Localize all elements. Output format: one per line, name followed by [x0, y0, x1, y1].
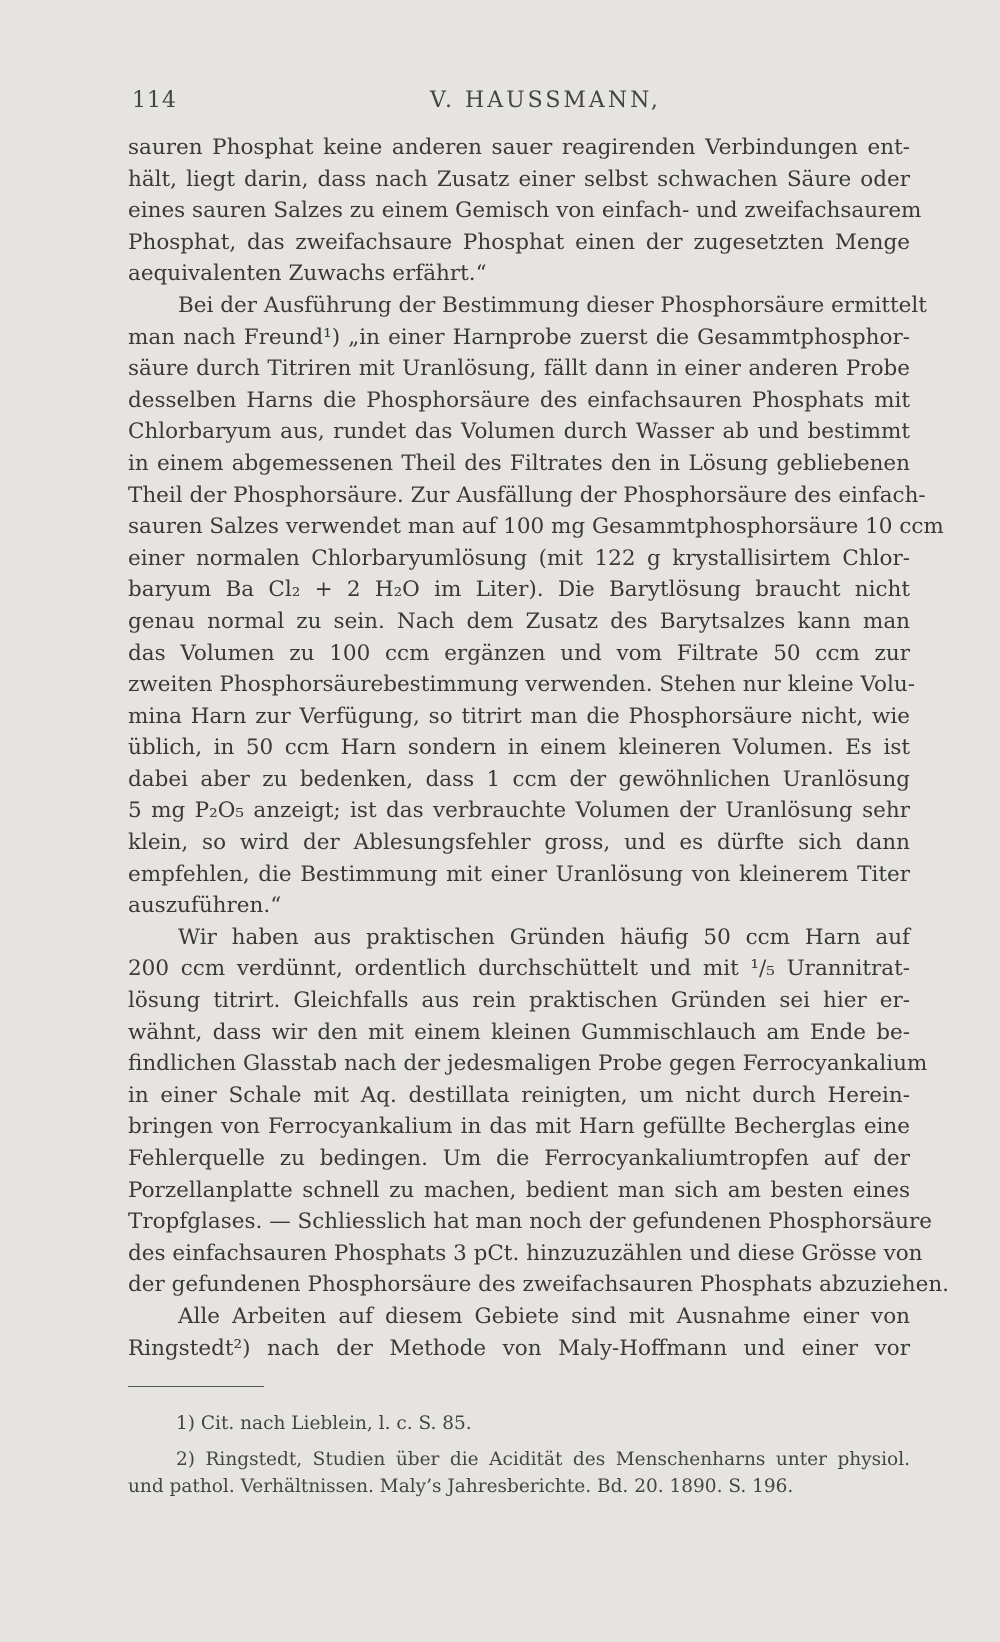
text-line: Fehlerquelle zu bedingen. Um die Ferrocyankaliumtropfen auf der — [128, 1146, 910, 1171]
footnote-2 — [128, 1446, 910, 1500]
text-line: auszuführen.“ — [128, 893, 282, 919]
text-line: klein, so wird der Ablesungsfehler gross, und es dürfte sich dann — [128, 830, 910, 856]
text-line: Tropfglases. — Schliesslich hat man noch der gefundenen Phosphorsäure — [128, 1209, 933, 1235]
text-line: aequivalenten Zuwachs erfährt.“ — [128, 261, 487, 287]
text-line: wähnt, dass wir den mit einem kleinen Gummischlauch am Ende be- — [128, 1019, 910, 1045]
text-line: 200 ccm verdünnt, ordentlich durchschüttelt und mit ¹/₅ Urannitrat- — [128, 956, 910, 982]
text-line: in einer Schale mit Aq. destillata reinigten, um nicht durch Herein- — [128, 1082, 910, 1108]
page-number: 114 — [132, 88, 177, 113]
text-line: findlichen Glasstab nach der jedesmaligen Probe gegen Ferrocyankalium — [128, 1051, 928, 1077]
text-line: zweiten Phosphorsäurebestimmung verwenden. Stehen nur kleine Volu- — [128, 672, 915, 698]
text-line: man nach Freund¹) „in einer Harnprobe zuerst die Gesammtphosphor- — [128, 324, 910, 350]
text-line: desselben Harns die Phosphorsäure des einfachsauren Phosphats mit — [128, 387, 910, 413]
text-line: üblich, in 50 ccm Harn sondern in einem kleineren Volumen. Es ist — [128, 735, 910, 761]
text-line: dabei aber zu bedenken, dass 1 ccm der gewöhnlichen Uranlösung — [128, 766, 910, 792]
text-line: baryum Ba Cl₂ + 2 H₂O im Liter). Die Barytlösung braucht nicht — [128, 577, 910, 603]
text-line: Alle Arbeiten auf diesem Gebiete sind mit Ausnahme einer von — [178, 1303, 910, 1329]
text-line: 5 mg P₂O₅ anzeigt; ist das verbrauchte Volumen der Uranlösung sehr — [128, 798, 910, 824]
text-line: Phosphat, das zweifachsaure Phosphat einen der zugesetzten Menge — [128, 229, 910, 255]
footnote-separator — [128, 1386, 264, 1387]
text-line: lösung titrirt. Gleichfalls aus rein praktischen Gründen sei hier er- — [128, 988, 910, 1014]
text-line: sauren Phosphat keine anderen sauer reagirenden Verbindungen ent- — [128, 135, 910, 160]
text-line: sauren Salzes verwendet man auf 100 mg Gesammtphosphorsäure 10 ccm — [128, 514, 944, 540]
text-line: der gefundenen Phosphorsäure des zweifachsauren Phosphats abzuziehen. — [128, 1272, 950, 1298]
text-line: bringen von Ferrocyankalium in das mit Harn gefüllte Becherglas eine — [128, 1114, 910, 1140]
text-line: hält, liegt darin, dass nach Zusatz einer selbst schwachen Säure oder — [128, 166, 910, 192]
footnote-line: 2) Ringstedt, Studien über die Acidität des Menschenharns unter physiol. — [176, 1449, 910, 1470]
text-line: Bei der Ausführung der Bestimmung dieser Phosphorsäure ermittelt — [178, 292, 927, 318]
text-line: genau normal zu sein. Nach dem Zusatz des Barytsalzes kann man — [128, 608, 910, 634]
text-line: das Volumen zu 100 ccm ergänzen und vom Filtrate 50 ccm zur — [128, 640, 910, 666]
footnote-line: und pathol. Verhältnissen. Maly’s Jahresberichte. Bd. 20. 1890. S. 196. — [128, 1476, 794, 1497]
text-line: Chlorbaryum aus, rundet das Volumen durch Wasser ab und bestimmt — [128, 419, 910, 445]
text-line: säure durch Titriren mit Uranlösung, fällt dann in einer anderen Probe — [128, 356, 910, 382]
text-line: Ringstedt²) nach der Methode von Maly-Hoffmann und einer vor — [128, 1335, 910, 1361]
text-line: Wir haben aus praktischen Gründen häufig 50 ccm Harn auf — [178, 924, 910, 950]
text-line: Theil der Phosphorsäure. Zur Ausfällung der Phosphorsäure des einfach- — [128, 482, 926, 508]
text-line: Porzellanplatte schnell zu machen, bedient man sich am besten eines — [128, 1177, 910, 1203]
footnote-1 — [128, 1410, 910, 1437]
text-line: des einfachsauren Phosphats 3 pCt. hinzuzuzählen und diese Grösse von — [128, 1240, 923, 1266]
text-line: in einem abgemessenen Theil des Filtrates den in Lösung gebliebenen — [128, 450, 910, 476]
text-line: mina Harn zur Verfügung, so titrirt man die Phosphorsäure nicht, wie — [128, 703, 910, 729]
running-head: V. HAUSSMANN, — [430, 88, 661, 113]
text-line: eines sauren Salzes zu einem Gemisch von einfach- und zweifachsaurem — [128, 198, 922, 224]
text-line: einer normalen Chlorbaryumlösung (mit 122 g krystallisirtem Chlor- — [128, 545, 910, 571]
body-text — [128, 132, 950, 1364]
text-line: empfehlen, die Bestimmung mit einer Uranlösung von kleinerem Titer — [128, 861, 910, 887]
footnote-line: 1) Cit. nach Lieblein, l. c. S. 85. — [176, 1413, 472, 1434]
